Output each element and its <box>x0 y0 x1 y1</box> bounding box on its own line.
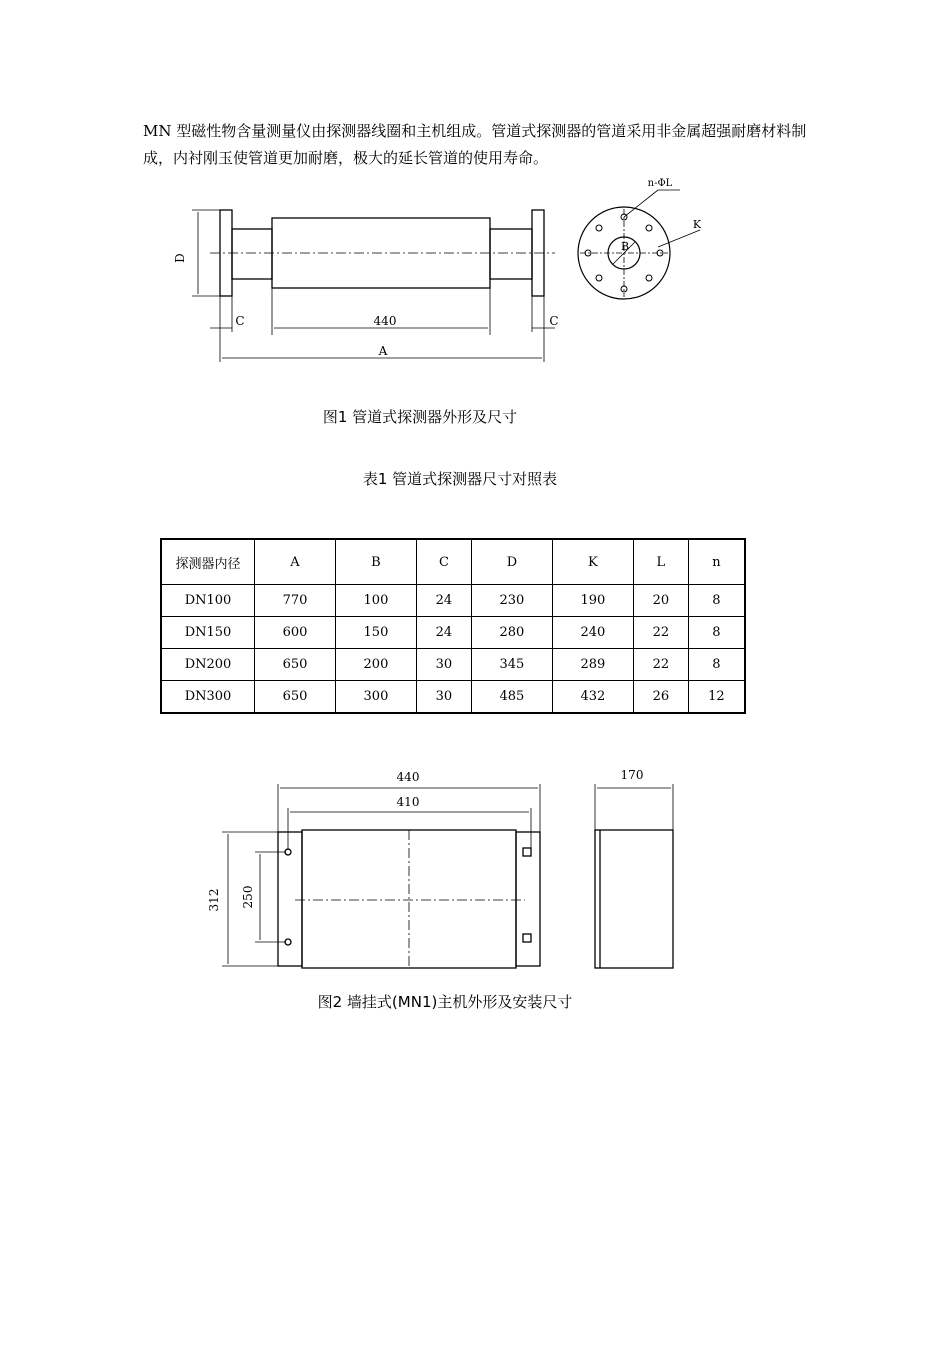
figure2-caption: 图2 墙挂式(MN1)主机外形及安装尺寸 <box>317 993 573 1011</box>
table-cell: 12 <box>688 681 745 714</box>
header-cell: L <box>633 539 688 585</box>
table1-caption: 表1 管道式探测器尺寸对照表 <box>362 470 558 488</box>
host-unit-drawing <box>200 760 690 980</box>
table-cell: 345 <box>471 649 552 681</box>
dim-440-label: 440 <box>373 314 397 328</box>
table-cell: 230 <box>471 585 552 617</box>
table-cell: 300 <box>335 681 416 714</box>
dim-410-label: 410 <box>396 795 420 809</box>
table-cell: 190 <box>552 585 633 617</box>
table-cell: 150 <box>335 617 416 649</box>
table-row <box>161 681 745 714</box>
intro-paragraph: MN 型磁性物含量测量仪由探测器线圈和主机组成。管道式探测器的管道采用非金属超强耐磨材料制成，内衬刚玉使管道更加耐磨，极大的延长管道的使用寿命。 <box>143 122 807 167</box>
table-cell: 22 <box>633 649 688 681</box>
table-cell: 650 <box>255 681 336 714</box>
table-cell: 8 <box>688 649 745 681</box>
header-cell: B <box>335 539 416 585</box>
dim-312-label: 312 <box>207 888 221 912</box>
table-cell: 24 <box>416 617 471 649</box>
table-cell: 485 <box>471 681 552 714</box>
table-cell: 22 <box>633 617 688 649</box>
dim-250-label: 250 <box>241 885 255 909</box>
table-cell: 240 <box>552 617 633 649</box>
dim-c-right-label: C <box>549 314 559 328</box>
dim-c-left-label: C <box>235 314 245 328</box>
table-cell: 600 <box>255 617 336 649</box>
dim-d-label: D <box>173 253 187 263</box>
table-cell: 20 <box>633 585 688 617</box>
table-row <box>161 617 745 649</box>
table-cell: DN150 <box>161 617 255 649</box>
table-cell: 650 <box>255 649 336 681</box>
table-row <box>161 649 745 681</box>
dimensions-table <box>160 538 746 714</box>
table-cell: 280 <box>471 617 552 649</box>
dim-k-label: K <box>692 218 702 231</box>
table-cell: DN300 <box>161 681 255 714</box>
table-header-row <box>161 539 745 585</box>
table-cell: 30 <box>416 681 471 714</box>
table-cell: 200 <box>335 649 416 681</box>
header-cell: n <box>688 539 745 585</box>
n-phi-l-label: n-ΦL <box>647 178 673 189</box>
dim-a-label: A <box>378 344 388 358</box>
header-cell: D <box>471 539 552 585</box>
dim-170-label: 170 <box>620 768 644 782</box>
table-cell: DN200 <box>161 649 255 681</box>
table-cell: 30 <box>416 649 471 681</box>
header-cell: K <box>552 539 633 585</box>
header-cell: C <box>416 539 471 585</box>
dim-440-label: 440 <box>396 770 420 784</box>
table-cell: 432 <box>552 681 633 714</box>
table-cell: 26 <box>633 681 688 714</box>
table-cell: 24 <box>416 585 471 617</box>
table-cell: 770 <box>255 585 336 617</box>
table-cell: 100 <box>335 585 416 617</box>
table-row <box>161 585 745 617</box>
table-cell: 8 <box>688 585 745 617</box>
table-cell: 8 <box>688 617 745 649</box>
pipe-detector-drawing <box>170 172 710 422</box>
dim-b-label: B <box>620 240 630 253</box>
table-cell: 289 <box>552 649 633 681</box>
figure1-caption: 图1 管道式探测器外形及尺寸 <box>322 408 518 426</box>
table-cell: DN100 <box>161 585 255 617</box>
header-cell: 探测器内径 <box>161 539 255 585</box>
header-cell: A <box>255 539 336 585</box>
